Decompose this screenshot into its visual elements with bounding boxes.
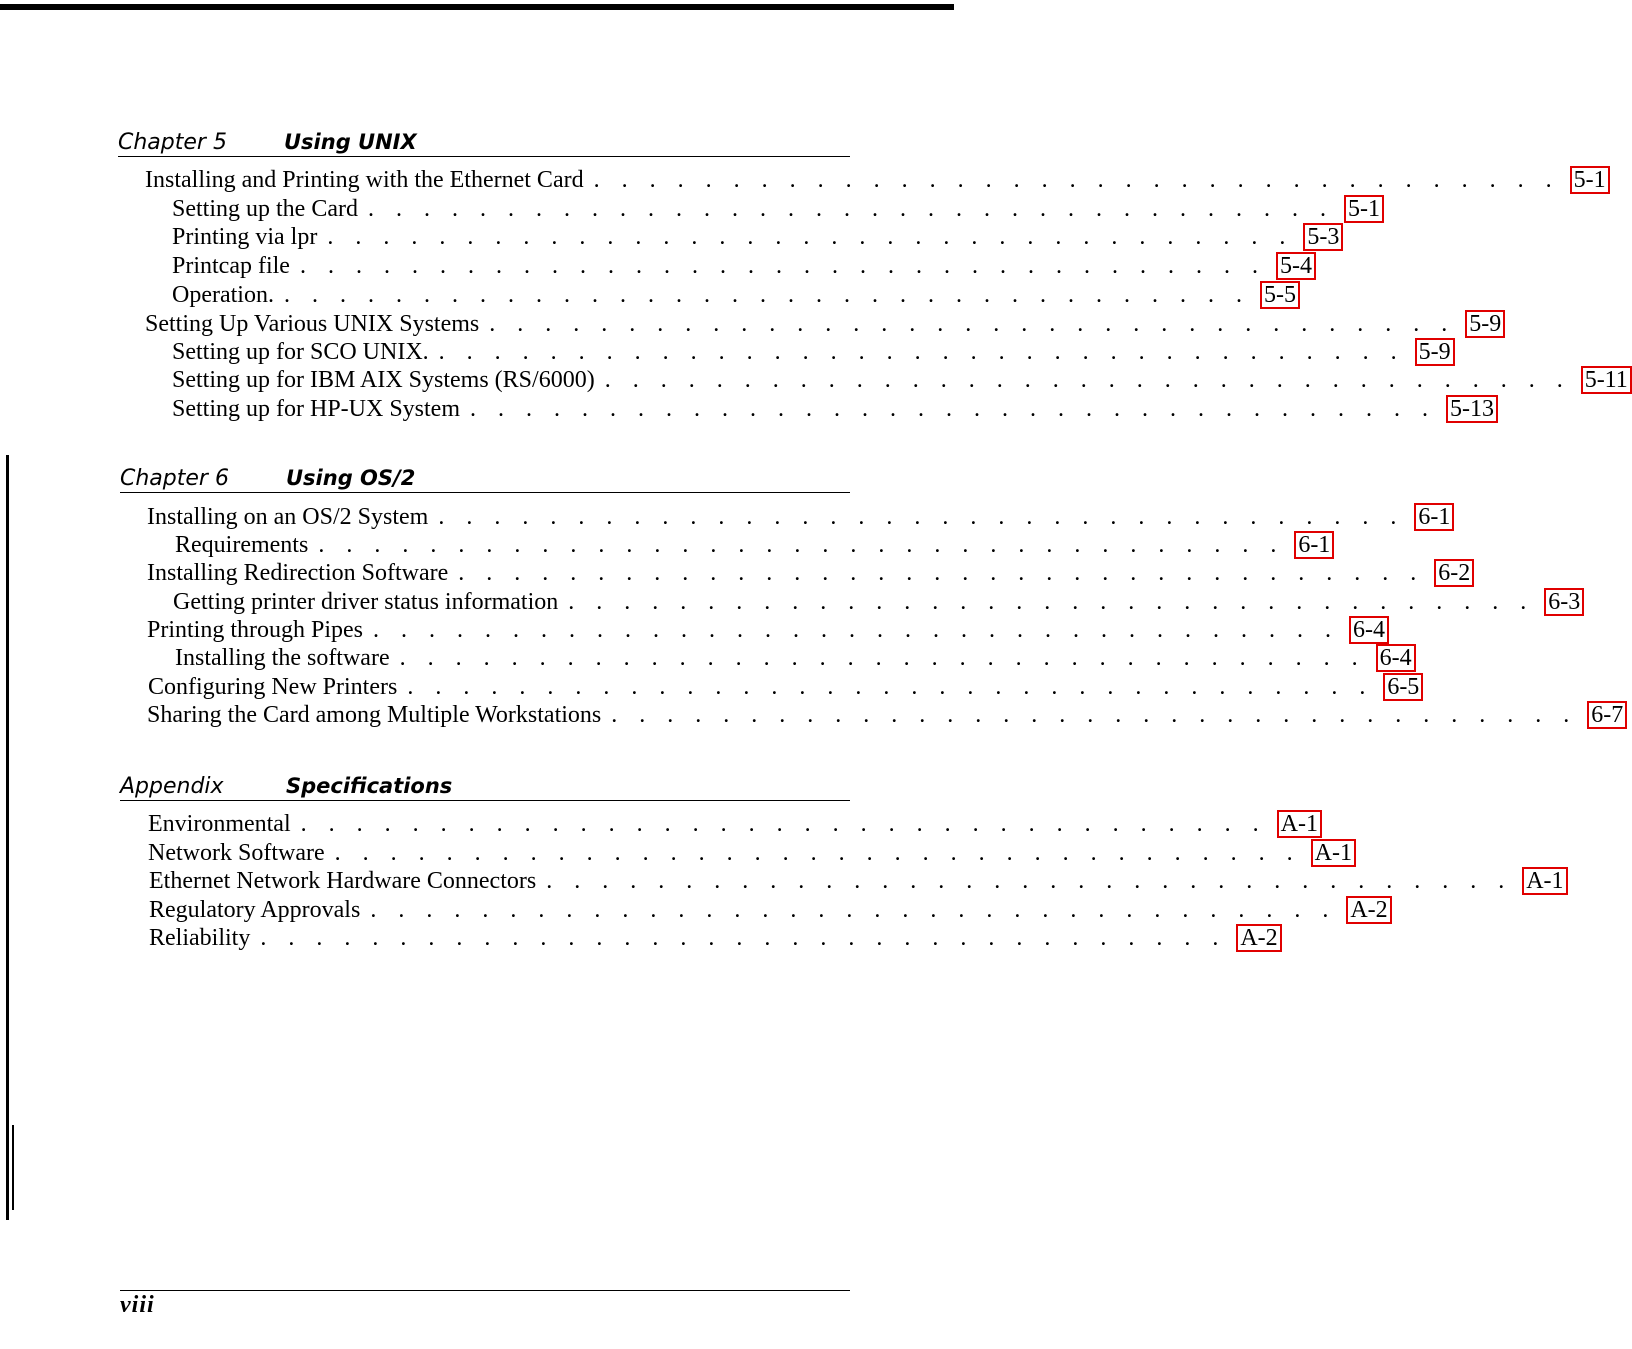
entry-title: Printing through Pipes	[147, 617, 364, 643]
section-header	[120, 464, 850, 493]
page-ref[interactable]: 5-11	[1581, 366, 1632, 394]
dot-leader: . . . . . . . . . . . . . . . . . . . . . . . . . . . . . . . . . . .	[568, 589, 1535, 615]
toc-entry[interactable]	[172, 395, 1494, 423]
dot-leader: . . . . . . . . . . . . . . . . . . . . . . . . . . . . . . . . . . .	[611, 702, 1578, 728]
toc-entry[interactable]	[172, 223, 1340, 251]
toc-entry[interactable]	[145, 310, 1502, 338]
page-ref[interactable]: 6-1	[1294, 531, 1334, 559]
toc-entry[interactable]	[172, 252, 1312, 280]
dot-leader: . . . . . . . . . . . . . . . . . . . . . . . . . . . . . . . . . . .	[367, 196, 1334, 222]
page-ref[interactable]: A-1	[1311, 839, 1356, 867]
page-ref[interactable]: 6-1	[1414, 503, 1454, 531]
page-ref[interactable]: 5-9	[1465, 310, 1505, 338]
section-label: Chapter 6	[120, 466, 229, 491]
dot-leader: . . . . . . . . . . . . . . . . . . . . . . . . . . . . . . . . . . .	[604, 367, 1571, 393]
entry-title: Operation.	[172, 282, 274, 308]
toc-entry[interactable]	[172, 281, 1296, 309]
toc-entry[interactable]	[148, 810, 1318, 838]
entry-title: Getting printer driver status information	[173, 589, 559, 615]
entry-title: Installing and Printing with the Ethernet Card	[145, 167, 584, 193]
section-title: Using OS/2	[286, 466, 416, 490]
dot-leader: . . . . . . . . . . . . . . . . . . . . . . . . . . . . . . . . . . .	[283, 282, 1250, 308]
toc-entry[interactable]	[172, 366, 1628, 394]
page-ref[interactable]: A-2	[1346, 896, 1391, 924]
dot-leader: . . . . . . . . . . . . . . . . . . . . . . . . . . . . . . . . . . .	[334, 840, 1301, 866]
footer-rule	[120, 1290, 850, 1291]
page-ref[interactable]: 6-2	[1434, 559, 1474, 587]
section-title: Using UNIX	[284, 130, 417, 154]
dot-leader: . . . . . . . . . . . . . . . . . . . . . . . . . . . . . . . . . . .	[399, 645, 1366, 671]
dot-leader: . . . . . . . . . . . . . . . . . . . . . . . . . . . . . . . . . . .	[438, 504, 1405, 530]
dot-leader: . . . . . . . . . . . . . . . . . . . . . . . . . . . . . . . . . . .	[299, 253, 1266, 279]
toc-entry[interactable]	[147, 559, 1471, 587]
entry-title: Regulatory Approvals	[149, 897, 361, 923]
page-ref[interactable]: 5-13	[1446, 395, 1498, 423]
dot-leader: . . . . . . . . . . . . . . . . . . . . . . . . . . . . . . . . . . .	[407, 674, 1374, 700]
toc-entry[interactable]	[149, 867, 1564, 895]
toc-entry[interactable]	[173, 588, 1581, 616]
page-number: viii	[120, 1292, 155, 1318]
dot-leader: . . . . . . . . . . . . . . . . . . . . . . . . . . . . . . . . . . .	[260, 925, 1227, 951]
dot-leader: . . . . . . . . . . . . . . . . . . . . . . . . . . . . . . . . . . .	[489, 311, 1456, 337]
scan-edge-bar	[12, 1125, 14, 1210]
toc-entry[interactable]	[148, 839, 1352, 867]
toc-entry[interactable]	[147, 616, 1386, 644]
scan-edge-bar	[6, 455, 9, 1220]
page-ref[interactable]: 6-4	[1349, 616, 1389, 644]
dot-leader: . . . . . . . . . . . . . . . . . . . . . . . . . . . . . . . . . . .	[318, 532, 1285, 558]
entry-title: Configuring New Printers	[148, 674, 398, 700]
dot-leader: . . . . . . . . . . . . . . . . . . . . . . . . . . . . . . . . . . .	[438, 339, 1405, 365]
section-label: Appendix	[120, 774, 224, 799]
page-ref[interactable]: 6-5	[1383, 673, 1423, 701]
entry-title: Printing via lpr	[172, 224, 318, 250]
entry-title: Installing the software	[175, 645, 390, 671]
section-header	[120, 772, 850, 801]
entry-title: Requirements	[175, 532, 309, 558]
page-ref[interactable]: 5-3	[1303, 223, 1343, 251]
dot-leader: . . . . . . . . . . . . . . . . . . . . . . . . . . . . . . . . . . .	[470, 396, 1436, 422]
section-label: Chapter 5	[118, 130, 227, 155]
page-ref[interactable]: A-1	[1277, 810, 1322, 838]
dot-leader: . . . . . . . . . . . . . . . . . . . . . . . . . . . . . . . . . . .	[370, 897, 1337, 923]
entry-title: Setting up for HP-UX System	[172, 396, 460, 422]
toc-entry[interactable]	[172, 338, 1451, 366]
toc-entry[interactable]	[149, 924, 1278, 952]
page-ref[interactable]: 5-1	[1344, 195, 1384, 223]
entry-title: Sharing the Card among Multiple Workstations	[147, 702, 602, 728]
page-ref[interactable]: 6-7	[1587, 701, 1627, 729]
toc-entry[interactable]	[147, 503, 1451, 531]
dot-leader: . . . . . . . . . . . . . . . . . . . . . . . . . . . . . . . . . . .	[373, 617, 1340, 643]
dot-leader: . . . . . . . . . . . . . . . . . . . . . . . . . . . . . . . . . . .	[593, 167, 1560, 193]
entry-title: Setting Up Various UNIX Systems	[145, 311, 480, 337]
page-ref[interactable]: 5-9	[1415, 338, 1455, 366]
entry-title: Setting up for SCO UNIX.	[172, 339, 429, 365]
page-ref[interactable]: A-1	[1522, 867, 1567, 895]
toc-entry[interactable]	[175, 531, 1331, 559]
entry-title: Network Software	[148, 840, 325, 866]
page-ref[interactable]: 5-4	[1276, 252, 1316, 280]
page-ref[interactable]: A-2	[1236, 924, 1281, 952]
entry-title: Reliability	[149, 925, 251, 951]
toc-entry[interactable]	[149, 896, 1388, 924]
entry-title: Ethernet Network Hardware Connectors	[149, 868, 537, 894]
page-ref[interactable]: 6-4	[1376, 644, 1416, 672]
toc-entry[interactable]	[172, 195, 1380, 223]
entry-title: Setting up the Card	[172, 196, 358, 222]
page-ref[interactable]: 6-3	[1544, 588, 1584, 616]
section-header	[118, 128, 850, 157]
toc-entry[interactable]	[145, 166, 1606, 194]
dot-leader: . . . . . . . . . . . . . . . . . . . . . . . . . . . . . . . . . . .	[327, 224, 1294, 250]
entry-title: Environmental	[148, 811, 291, 837]
toc-entry[interactable]	[148, 673, 1420, 701]
top-rule	[0, 4, 954, 10]
page-ref[interactable]: 5-5	[1260, 281, 1300, 309]
entry-title: Installing on an OS/2 System	[147, 504, 429, 530]
dot-leader: . . . . . . . . . . . . . . . . . . . . . . . . . . . . . . . . . . .	[546, 868, 1513, 894]
entry-title: Setting up for IBM AIX Systems (RS/6000)	[172, 367, 595, 393]
page-ref[interactable]: 5-1	[1570, 166, 1610, 194]
section-title: Specifications	[286, 774, 453, 798]
entry-title: Installing Redirection Software	[147, 560, 449, 586]
entry-title: Printcap file	[172, 253, 290, 279]
toc-entry[interactable]	[175, 644, 1412, 672]
dot-leader: . . . . . . . . . . . . . . . . . . . . . . . . . . . . . . . . . . .	[300, 811, 1267, 837]
toc-entry[interactable]	[147, 701, 1624, 729]
dot-leader: . . . . . . . . . . . . . . . . . . . . . . . . . . . . . . . . . . .	[458, 560, 1425, 586]
